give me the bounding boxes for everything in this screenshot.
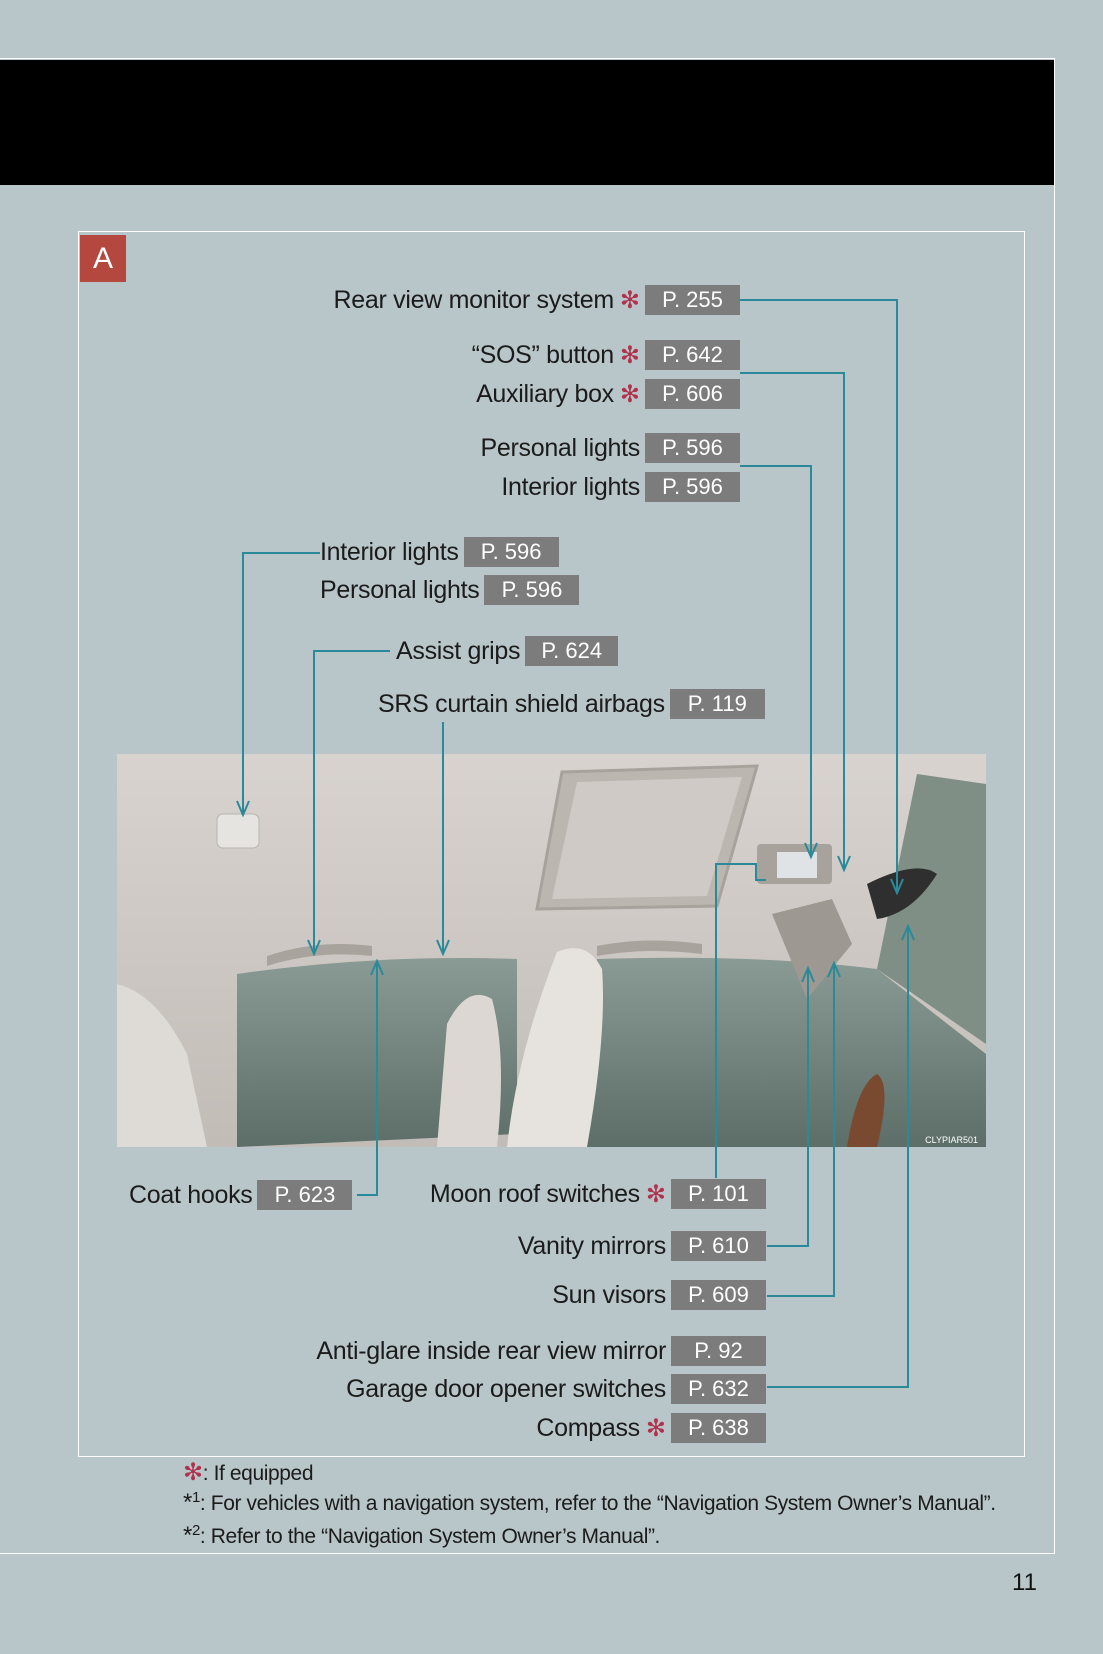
callout-label: Rear view monitor system xyxy=(333,285,614,314)
page-ref[interactable]: P. 596 xyxy=(645,433,740,463)
page-number: 11 xyxy=(1012,1569,1037,1596)
note-if-equipped xyxy=(183,1458,313,1487)
page-ref[interactable]: P. 642 xyxy=(645,340,740,370)
callout-garage-door-opener xyxy=(346,1374,766,1404)
callout-assist-grips xyxy=(396,636,618,666)
callout-label: SRS curtain shield airbags xyxy=(378,689,665,718)
page-ref[interactable]: P. 609 xyxy=(671,1280,766,1310)
callout-label: Moon roof switches xyxy=(429,1179,640,1208)
callout-coat-hooks xyxy=(129,1180,352,1210)
callout-label: “SOS” button xyxy=(471,340,614,369)
callout-vanity-mirrors xyxy=(518,1231,766,1261)
callout-label: Compass xyxy=(536,1413,640,1442)
equipped-icon: ✻ xyxy=(619,286,640,314)
note-text: : Refer to the “Navigation System Owner’s Manual”. xyxy=(199,1525,660,1548)
callout-label: Vanity mirrors xyxy=(517,1231,666,1260)
callout-moon-roof-switches xyxy=(430,1179,766,1209)
callout-interior-lights-rear xyxy=(320,537,559,567)
note-2 xyxy=(183,1522,660,1550)
callout-sun-visors xyxy=(552,1280,766,1310)
callout-compass xyxy=(536,1413,766,1443)
asterisk-icon: * xyxy=(183,1489,192,1516)
leader-sos-auxiliary xyxy=(740,373,844,870)
page-ref[interactable]: P. 632 xyxy=(671,1374,766,1404)
page-ref[interactable]: P. 610 xyxy=(671,1231,766,1261)
equipped-icon: ✻ xyxy=(645,1180,666,1208)
leader-rear-view-monitor xyxy=(740,300,897,893)
callout-anti-glare-mirror xyxy=(316,1336,766,1366)
page-ref[interactable]: P. 596 xyxy=(464,537,559,567)
page-ref[interactable]: P. 624 xyxy=(525,636,618,666)
page-ref[interactable]: P. 606 xyxy=(645,379,740,409)
leader-vanity-mirrors xyxy=(767,968,808,1246)
page-ref[interactable]: P. 623 xyxy=(257,1180,352,1210)
leader-garage-mirror xyxy=(767,926,908,1387)
note-text: : If equipped xyxy=(202,1462,314,1485)
note-mark: 1 xyxy=(191,1489,200,1506)
callout-label: Garage door opener switches xyxy=(346,1374,666,1403)
page-ref[interactable]: P. 596 xyxy=(645,472,740,502)
callout-interior-lights-front xyxy=(501,472,740,502)
leader-moon-roof xyxy=(716,864,766,1178)
equipped-icon: ✻ xyxy=(619,380,640,408)
leader-coat-hooks xyxy=(357,961,377,1195)
callout-label: Anti-glare inside rear view mirror xyxy=(316,1336,666,1365)
callout-label: Coat hooks xyxy=(129,1180,253,1209)
equipped-icon: ✻ xyxy=(645,1414,666,1442)
note-1 xyxy=(183,1489,996,1517)
callout-sos-button xyxy=(472,340,740,370)
leader-rear-lights xyxy=(243,553,320,815)
callout-label: Interior lights xyxy=(501,472,640,501)
note-mark: 2 xyxy=(191,1522,200,1539)
page-ref[interactable]: P. 596 xyxy=(484,575,579,605)
callout-label: Personal lights xyxy=(480,433,640,462)
callout-label: Interior lights xyxy=(320,537,459,566)
photo-code: CLYPIAR501 xyxy=(925,1135,978,1145)
callout-personal-lights-rear xyxy=(320,575,579,605)
page-ref[interactable]: P. 119 xyxy=(670,689,765,719)
leader-front-lights xyxy=(740,466,811,857)
callout-rear-view-monitor xyxy=(334,285,740,315)
asterisk-icon: * xyxy=(183,1522,192,1549)
page-ref[interactable]: P. 92 xyxy=(671,1336,766,1366)
equipped-icon: ✻ xyxy=(183,1459,203,1486)
callout-srs-airbags xyxy=(378,689,765,719)
note-text: : For vehicles with a navigation system, refer to the “Navigation System Owner’s Manual”. xyxy=(199,1492,996,1515)
section-badge: A xyxy=(80,235,126,282)
callout-auxiliary-box xyxy=(476,379,740,409)
callout-personal-lights-front xyxy=(481,433,740,463)
callout-label: Sun visors xyxy=(552,1280,666,1309)
callout-label: Auxiliary box xyxy=(476,379,614,408)
page-ref[interactable]: P. 638 xyxy=(671,1413,766,1443)
page-ref[interactable]: P. 101 xyxy=(671,1179,766,1209)
callout-label: Personal lights xyxy=(320,575,480,604)
callout-label: Assist grips xyxy=(396,636,521,665)
equipped-icon: ✻ xyxy=(619,341,640,369)
page-ref[interactable]: P. 255 xyxy=(645,285,740,315)
